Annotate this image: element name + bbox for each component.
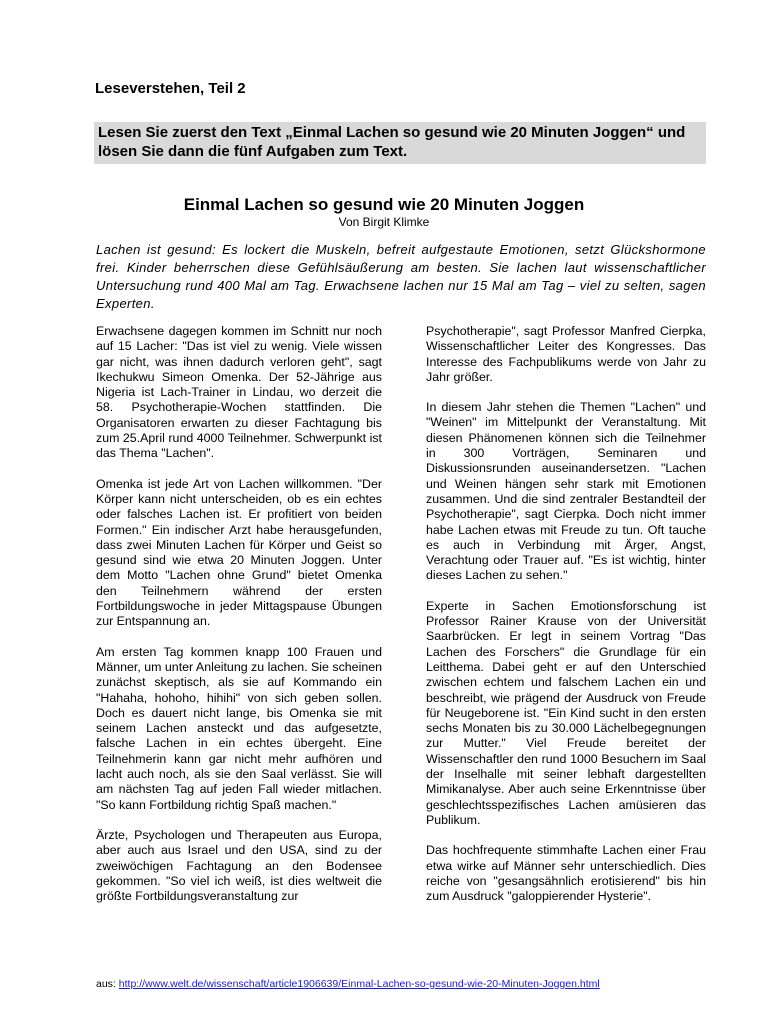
article-lead: Lachen ist gesund: Es lockert die Muskeln, befreit aufgestaute Emotionen, setzt Glückshormone frei. Kinder beherrschen diese Gefühlsäußerung am besten. Sie lachen laut wissenschaftlicher Untersuchung rund 400 Mal am Tag. Erwachsene lachen nur 15 Mal am Tag – viel zu selten, sagen Experten.: [96, 242, 706, 311]
article-paragraph: Erwachsene dagegen kommen im Schnitt nur noch auf 15 Lacher: "Das ist viel zu wenig. Viele wissen gar nicht, was ihnen dadurch verloren geht", sagt Ikechukwu Simeon Omenka. Der 52-Jährige aus Nigeria ist Lach-Trainer in Lindau, wo derzeit die 58. Psychotherapie-Wochen stattfinden. Die Organisatoren erwarten zu dieser Fachtagung bis zum 25.April rund 4000 Teilnehmer. Schwerpunkt ist das Thema "Lachen".: [96, 324, 382, 461]
article-paragraph: In diesem Jahr stehen die Themen "Lachen" und "Weinen" im Mittelpunkt der Veranstaltung. Mit diesen Phänomenen können sich die Teilnehmer in 300 Vorträgen, Seminaren und Diskussionsrunden auseinandersetzen. "Lachen und Weinen hängen sehr stark mit Emotionen zusammen. Und die sind zentraler Bestandteil der Psychotherapie", sagt Cierpka. Doch nicht immer habe Lachen etwas mit Freude zu tun. Oft tauche es auch in Verbindung mit Ärger, Angst, Verachtung oder Trauer auf. "Es ist wichtig, hinter dieses Lachen zu sehen.": [426, 400, 706, 583]
article-paragraph: Experte in Sachen Emotionsforschung ist Professor Rainer Krause von der Universität Saarbrücken. Er legt in seinem Vortrag "Das Lachen des Forschers" die Grundlage für ein Leitthema. Dabei geht er auf den Unterschied zwischen echtem und falschem Lachen ein und beschreibt, wie prägend der Ausdruck von Freude für Neugeborene ist. "Ein Kind sucht in den ersten sechs Monaten bis zu 30.000 Lächelbegegnungen zur Mutter." Viel Freude bereitet der Wissenschaftler den rund 1000 Besuchern im Saal der Inselhalle mit seiner lebhaft dargestellten Mimikanalyse. Aber auch seine Erkenntnisse über geschlechtsspezifisches Lachen amüsieren das Publikum.: [426, 598, 706, 827]
section-title: Leseverstehen, Teil 2: [95, 80, 246, 97]
source-reference: [96, 978, 600, 990]
source-link[interactable]: http://www.welt.de/wissenschaft/article1906639/Einmal-Lachen-so-gesund-wie-20-Minuten-Joggen.html: [118, 978, 600, 990]
article-paragraph: Psychotherapie", sagt Professor Manfred Cierpka, Wissenschaftlicher Leiter des Kongresses. Das Interesse des Fachpublikums werde von Jahr zu Jahr größer.: [426, 324, 706, 384]
article-paragraph: Omenka ist jede Art von Lachen willkommen. "Der Körper kann nicht unterscheiden, ob es ein echtes oder falsches Lachen ist. Er profitiert von beiden Formen." Ein indischer Arzt habe herausgefunden, dass zwei Minuten Lachen für Körper und Geist so gesund sind wie etwa 20 Minuten Joggen. Unter dem Motto "Lachen ohne Grund" bietet Omenka den Teilnehmern während der ersten Fortbildungswoche in jeder Mittagspause Übungen zur Entspannung an.: [96, 476, 382, 629]
source-label: aus:: [96, 978, 116, 990]
article-paragraph: Am ersten Tag kommen knapp 100 Frauen und Männer, um unter Anleitung zu lachen. Sie scheinen zunächst skeptisch, als sie auf Kommando ein "Hahaha, hohoho, hihihi" von sich geben sollen. Doch es dauert nicht lange, bis Omenka sie mit seinem Lachen ansteckt und das aufgesetzte, falsche Lachen in ein echtes übergeht. Eine Teilnehmerin kann gar nicht mehr aufhören und lacht auch noch, als sie den Saal verlässt. Sie will am nächsten Tag auf jeden Fall wieder mitlachen. "So kann Fortbildung richtig Spaß machen.": [96, 644, 382, 812]
article-title: Einmal Lachen so gesund wie 20 Minuten Joggen: [183, 195, 585, 214]
article-author: Von Birgit Klimke: [338, 215, 430, 229]
article-column-left: [96, 324, 382, 919]
article-column-right: [426, 324, 706, 919]
task-instruction: Lesen Sie zuerst den Text „Einmal Lachen so gesund wie 20 Minuten Joggen“ und lösen Sie dann die fünf Aufgaben zum Text.: [94, 122, 706, 164]
article-paragraph: Das hochfrequente stimmhafte Lachen einer Frau etwa wirke auf Männer sehr unterschiedlich. Dies reiche von "gesangsähnlich erotisierend" bis hin zum Ausdruck "galoppierender Hysterie".: [426, 843, 706, 904]
article-paragraph: Ärzte, Psychologen und Therapeuten aus Europa, aber auch aus Israel und den USA, sind zu der zweiwöchigen Fachtagung an den Bodensee gekommen. "So viel ich weiß, ist dies weltweit die größte Fortbildungsveranstaltung zur: [96, 827, 382, 904]
